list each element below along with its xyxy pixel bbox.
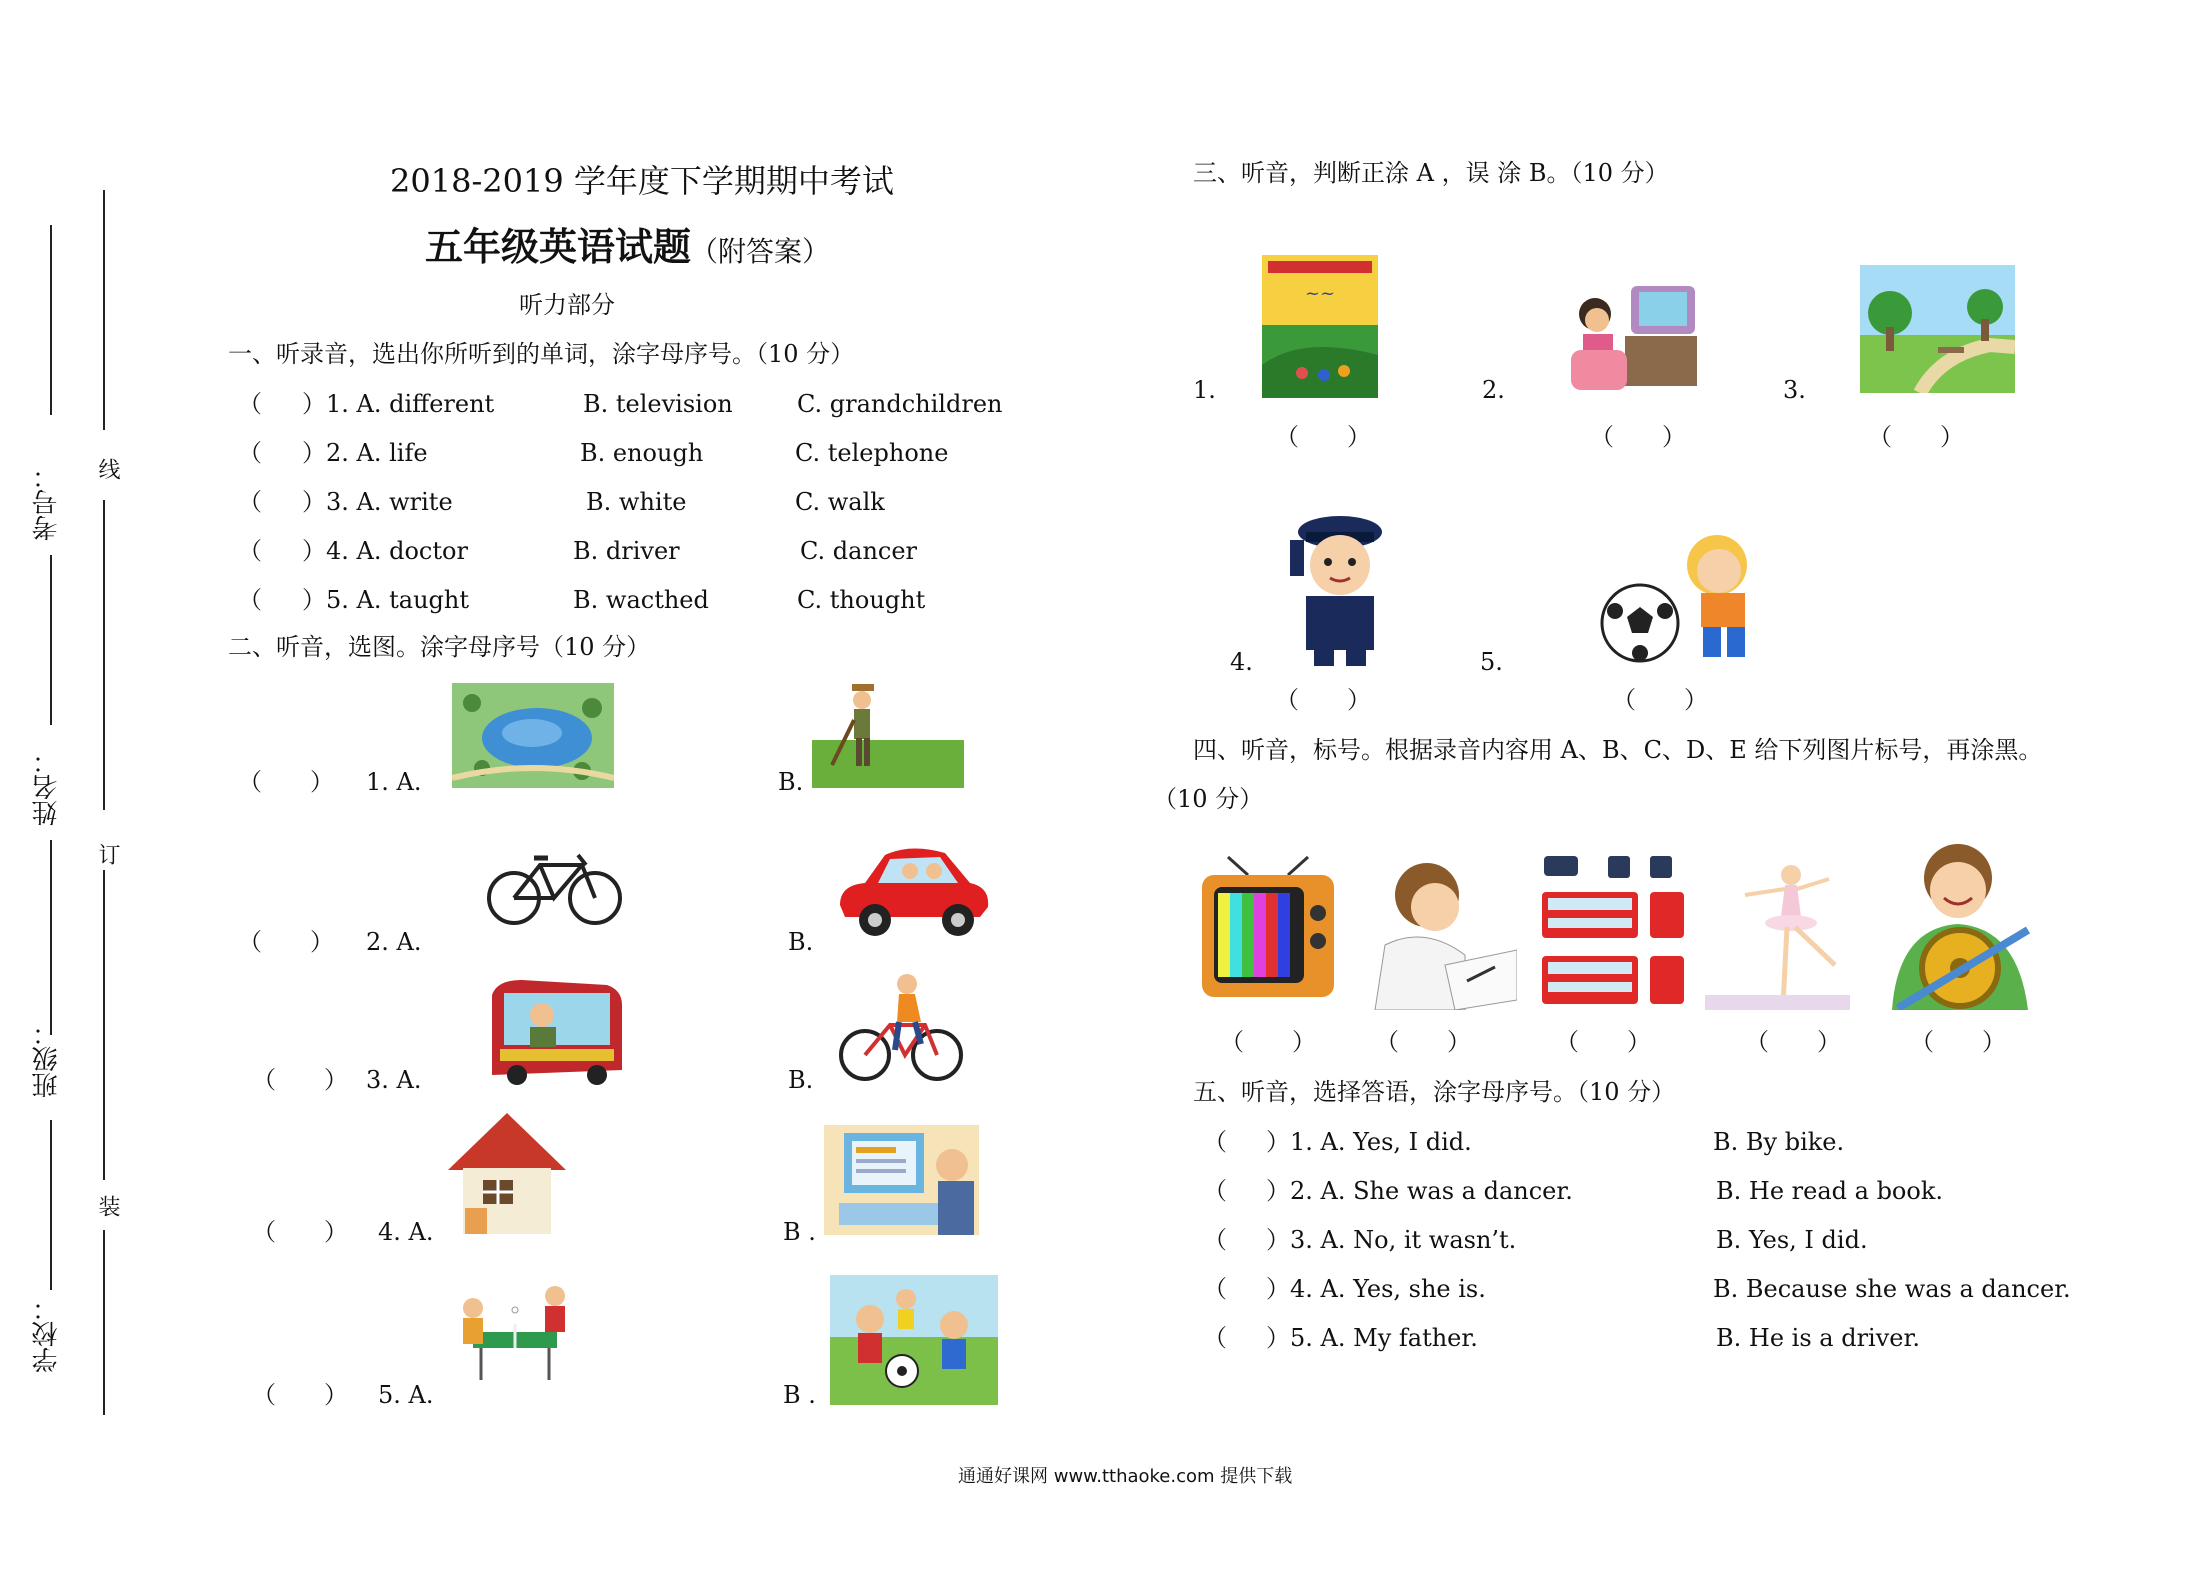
- item-number: 5.: [1480, 648, 1503, 676]
- computer-picture: [824, 1125, 979, 1235]
- answer-paren[interactable]: （ ）: [252, 1381, 348, 1409]
- answer-paren[interactable]: （ ）: [252, 1218, 348, 1246]
- exam-subtitle-note: （附答案）: [690, 235, 831, 268]
- bind-mark: 装: [95, 1195, 120, 1217]
- boy-drawing-picture: [1365, 855, 1517, 1010]
- section4-heading: 四、听音，标号。根据录音内容用 A、B、C、D、E 给下列图片标号，再涂黑。: [1193, 736, 2043, 764]
- option-b-label: B.: [778, 768, 804, 796]
- answer-paren[interactable]: （ ）: [1275, 423, 1371, 451]
- option-b: B. He read a book.: [1716, 1177, 1944, 1205]
- ballet-dancer-picture: [1705, 855, 1850, 1010]
- answer-paren[interactable]: （ ）: [1868, 423, 1964, 451]
- name-label: 姓名：: [32, 748, 62, 826]
- section1-heading: 一、听录音，选出你所听到的单词，涂字母序号。（10 分）: [228, 340, 855, 368]
- exam-number-label: 考号：: [32, 463, 62, 541]
- option-b: B. By bike.: [1713, 1128, 1845, 1156]
- bicycle-picture: [482, 840, 627, 930]
- answer-paren[interactable]: （: [1203, 1324, 1227, 1352]
- option-c: C. telephone: [795, 439, 949, 467]
- item-number: 4.: [1230, 648, 1253, 676]
- park-picture: [1860, 265, 2015, 393]
- kids-soccer-picture: [830, 1275, 998, 1405]
- bus-driver-picture: [482, 975, 632, 1085]
- question-number: 2. A.: [366, 928, 422, 956]
- answer-paren[interactable]: （ ）: [1375, 1028, 1471, 1056]
- house-picture: [443, 1108, 571, 1238]
- answer-paren[interactable]: （ ）: [1220, 1028, 1316, 1056]
- red-car-picture: [830, 835, 995, 945]
- binding-line-left: [50, 225, 52, 415]
- bind-mark: 订: [95, 843, 120, 865]
- answer-paren[interactable]: （: [238, 390, 262, 418]
- option-a: ）1. A. different: [302, 390, 495, 418]
- table-tennis-picture: [455, 1280, 575, 1390]
- answer-paren[interactable]: （ ）: [238, 928, 334, 956]
- answer-paren[interactable]: （ ）: [1590, 423, 1686, 451]
- answer-paren[interactable]: （: [238, 488, 262, 516]
- footer-credit: 通通好课网 www.tthaoke.com 提供下载: [958, 1466, 1293, 1487]
- question-number: 4. A.: [378, 1218, 434, 1246]
- section5-heading: 五、听音，选择答语，涂字母序号。（10 分）: [1193, 1078, 1676, 1106]
- london-buses-picture: [1538, 850, 1688, 1010]
- binding-line-left: [50, 555, 52, 725]
- option-a: ）5. A. taught: [302, 586, 469, 614]
- policeman-picture: [1270, 510, 1405, 670]
- answer-paren[interactable]: （ ）: [1612, 686, 1708, 714]
- option-b-label: B .: [783, 1381, 816, 1409]
- option-a: ）4. A. doctor: [302, 537, 468, 565]
- option-b: B. driver: [573, 537, 680, 565]
- option-a: ）5. A. My father.: [1266, 1324, 1478, 1352]
- binding-line-right: [103, 500, 105, 810]
- exam-subtitle: 五年级英语试题: [425, 224, 692, 269]
- answer-paren[interactable]: （: [1203, 1226, 1227, 1254]
- exam-title: 2018-2019 学年度下学期期中考试: [390, 162, 894, 200]
- option-b: B. wacthed: [573, 586, 709, 614]
- binding-line-right: [103, 1230, 105, 1415]
- driver-picture: [1878, 838, 2043, 1010]
- option-b: B. white: [586, 488, 687, 516]
- answer-paren[interactable]: （ ）: [252, 1066, 348, 1094]
- option-a: ）3. A. No, it wasn’t.: [1266, 1226, 1517, 1254]
- question-number: 3. A.: [366, 1066, 422, 1094]
- option-b: B. He is a driver.: [1716, 1324, 1920, 1352]
- section4-heading-score: （10 分）: [1153, 785, 1264, 813]
- class-label: 班级：: [32, 1020, 62, 1098]
- chinese-textbook-picture: [1262, 255, 1378, 398]
- boy-football-picture: [1595, 525, 1780, 670]
- answer-paren[interactable]: （: [1203, 1128, 1227, 1156]
- option-b-label: B.: [788, 1066, 814, 1094]
- answer-paren[interactable]: （: [238, 537, 262, 565]
- question-number: 5. A.: [378, 1381, 434, 1409]
- answer-paren[interactable]: （ ）: [1275, 686, 1371, 714]
- section3-heading: 三、听音，判断正涂 A ，误 涂 B。（10 分）: [1193, 159, 1669, 187]
- answer-paren[interactable]: （: [1203, 1275, 1227, 1303]
- binding-line-left: [50, 1120, 52, 1290]
- option-b: B. enough: [580, 439, 704, 467]
- line-mark: 线: [95, 458, 120, 480]
- binding-line-right: [103, 870, 105, 1180]
- option-b-label: B.: [788, 928, 814, 956]
- item-number: 2.: [1482, 376, 1505, 404]
- option-b: B. television: [583, 390, 733, 418]
- answer-paren[interactable]: （: [238, 586, 262, 614]
- option-c: C. walk: [795, 488, 885, 516]
- answer-paren[interactable]: （ ）: [1745, 1028, 1841, 1056]
- answer-paren[interactable]: （: [238, 439, 262, 467]
- svg-text:~~: ~~: [1304, 283, 1336, 304]
- option-c: C. grandchildren: [797, 390, 1003, 418]
- answer-paren[interactable]: （ ）: [1910, 1028, 2006, 1056]
- answer-paren[interactable]: （ ）: [1555, 1028, 1651, 1056]
- option-c: C. dancer: [800, 537, 918, 565]
- park-map-picture: [452, 683, 614, 788]
- item-number: 3.: [1783, 376, 1806, 404]
- option-a: ）2. A. She was a dancer.: [1266, 1177, 1573, 1205]
- option-a: ）2. A. life: [302, 439, 428, 467]
- option-a: ）4. A. Yes, she is.: [1266, 1275, 1486, 1303]
- answer-paren[interactable]: （: [1203, 1177, 1227, 1205]
- option-b-label: B .: [783, 1218, 816, 1246]
- binding-line-right: [103, 190, 105, 430]
- school-label: 学校：: [32, 1295, 62, 1373]
- item-number: 1.: [1193, 376, 1216, 404]
- option-a: ）1. A. Yes, I did.: [1266, 1128, 1472, 1156]
- answer-paren[interactable]: （ ）: [238, 768, 334, 796]
- binding-line-left: [50, 840, 52, 1035]
- option-c: C. thought: [797, 586, 926, 614]
- listening-part-label: 听力部分: [519, 291, 615, 319]
- tv-picture: [1198, 855, 1338, 1010]
- cyclist-picture: [835, 970, 965, 1085]
- option-b: B. Because she was a dancer.: [1713, 1275, 2071, 1303]
- farmer-digging-picture: [812, 680, 964, 788]
- section2-heading: 二、听音，选图。涂字母序号（10 分）: [228, 633, 651, 661]
- question-number: 1. A.: [366, 768, 422, 796]
- girl-watching-tv-picture: [1565, 280, 1703, 398]
- option-b: B. Yes, I did.: [1716, 1226, 1868, 1254]
- option-a: ）3. A. write: [302, 488, 453, 516]
